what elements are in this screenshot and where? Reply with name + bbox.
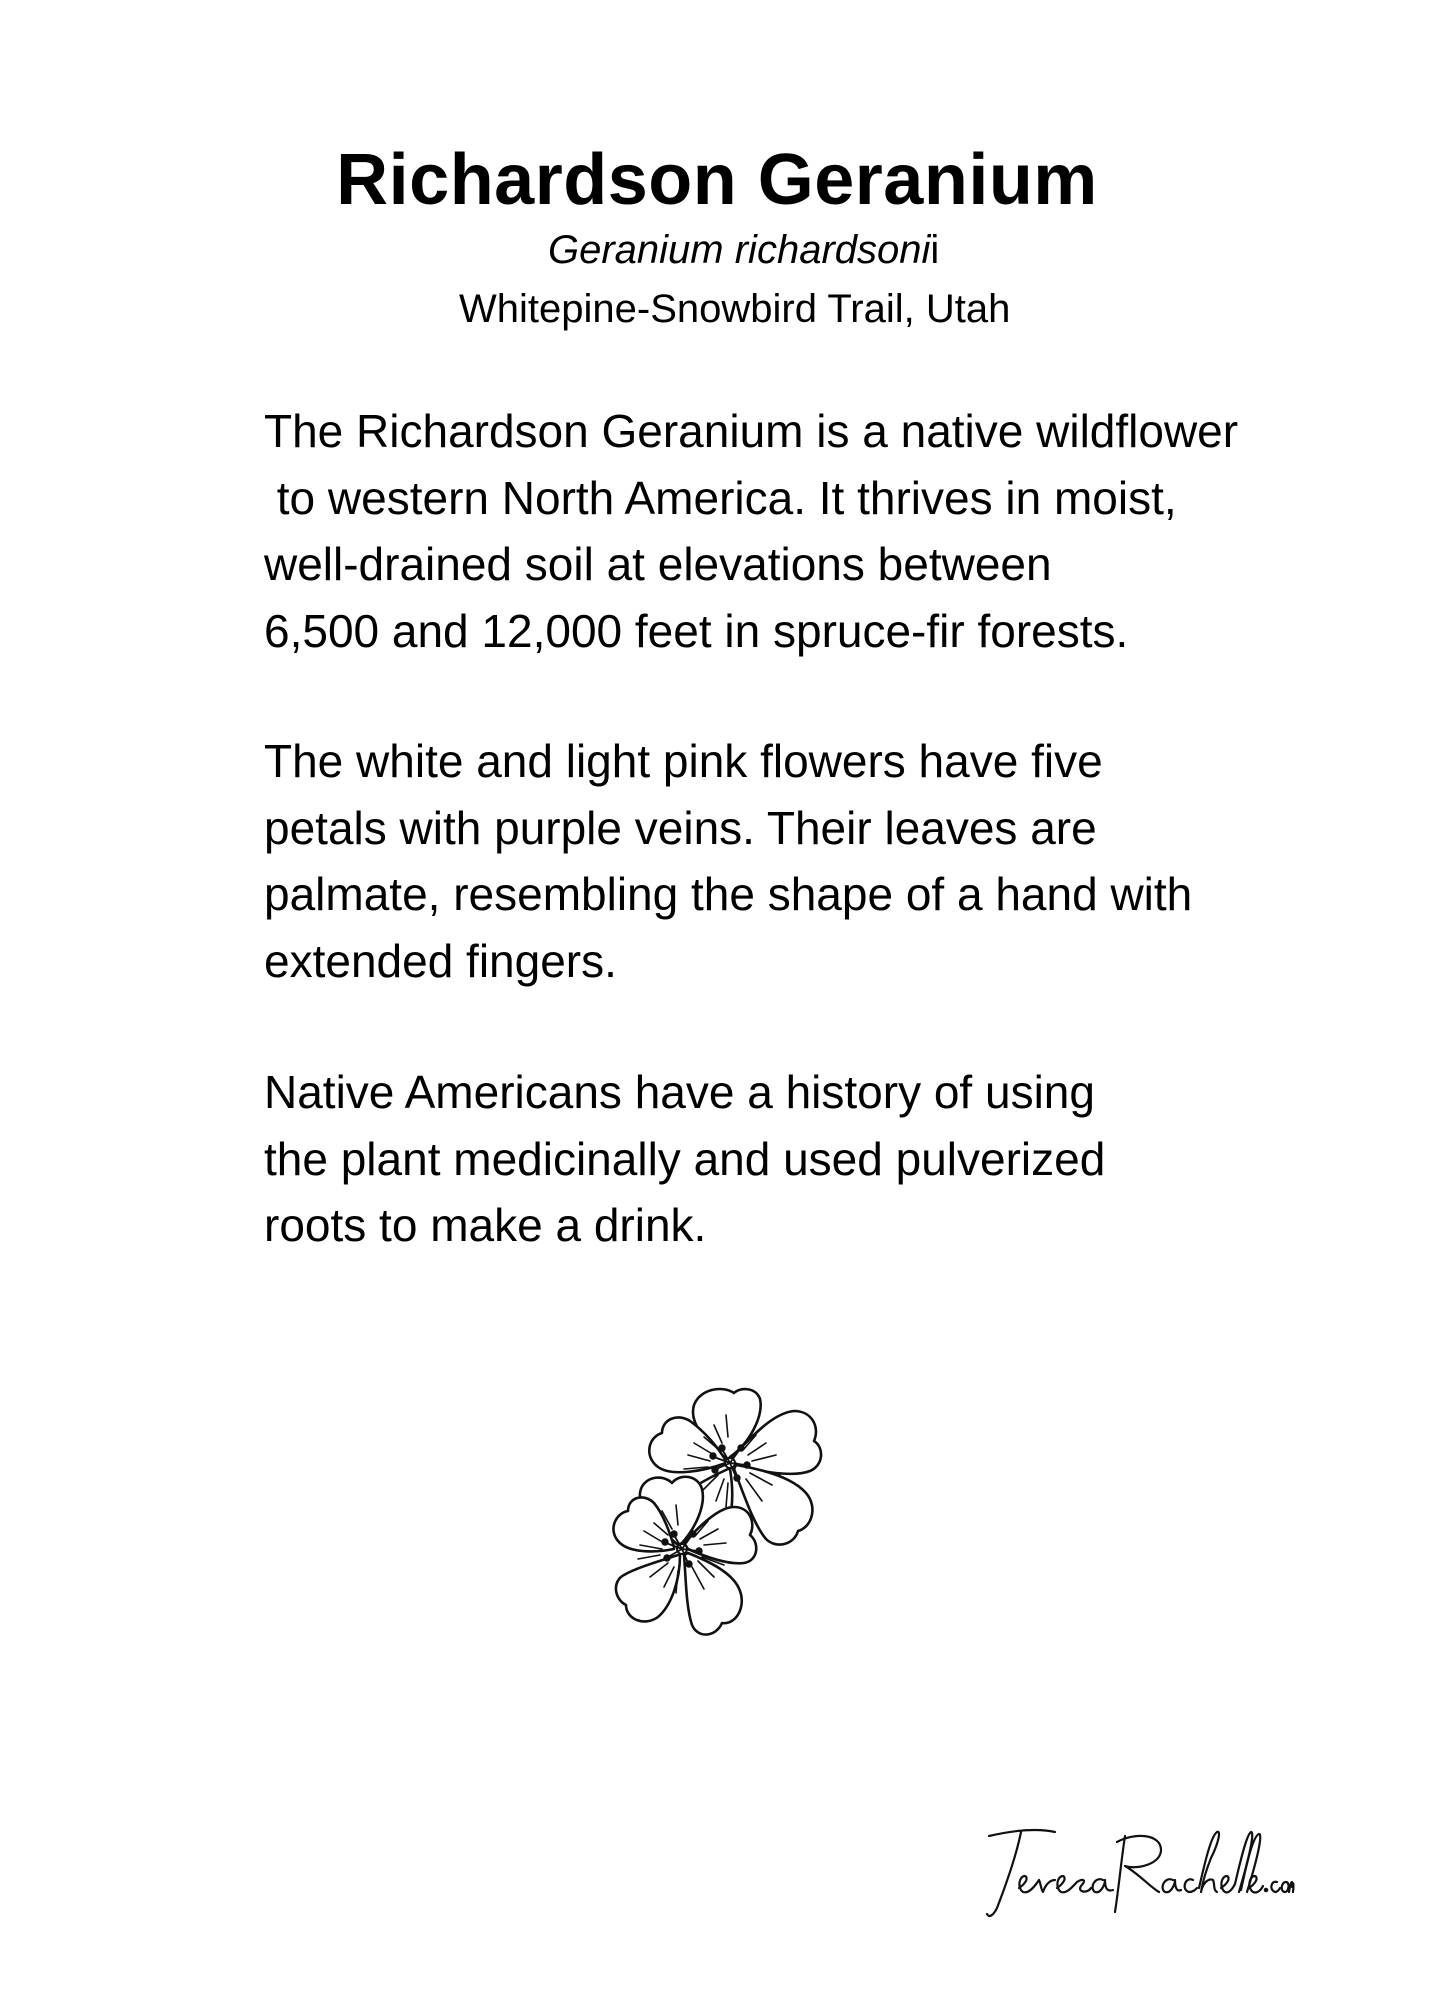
scientific-name [548, 224, 939, 276]
paragraph-line: 6,500 and 12,000 feet in spruce-fir forests. [264, 604, 1129, 657]
paragraph-line: palmate, resembling the shape of a hand with [264, 868, 1193, 920]
paragraph-description [264, 728, 1394, 994]
scientific-name-trailing: i [930, 228, 940, 272]
paragraph-habitat [264, 398, 1394, 664]
page-title: Richardson Geranium [336, 140, 1098, 220]
location-subtitle: Whitepine-Snowbird Trail, Utah [459, 287, 1011, 331]
paragraph-line: well-drained soil at elevations between [264, 538, 1052, 590]
paragraph-line: The white and light pink flowers have five [264, 735, 1103, 787]
scientific-name-italic: Geranium richardsoni [548, 228, 931, 272]
paragraph-history [264, 1059, 1394, 1259]
paragraph-line: extended fingers. [264, 934, 617, 987]
paragraph-line: Native Americans have a history of using [264, 1066, 1095, 1118]
signature-logo [985, 1822, 1295, 1922]
geranium-flowers-illustration [610, 1385, 836, 1643]
paragraph-line: The Richardson Geranium is a native wildflower [264, 405, 1239, 457]
paragraph-line: roots to make a drink. [264, 1199, 707, 1251]
lower-flower [613, 1477, 756, 1635]
paragraph-line: the plant medicinally and used pulverized [264, 1132, 1106, 1185]
paragraph-line: to western North America. It thrives in moist, [264, 471, 1177, 524]
paragraph-line: petals with purple veins. Their leaves are [264, 801, 1097, 854]
